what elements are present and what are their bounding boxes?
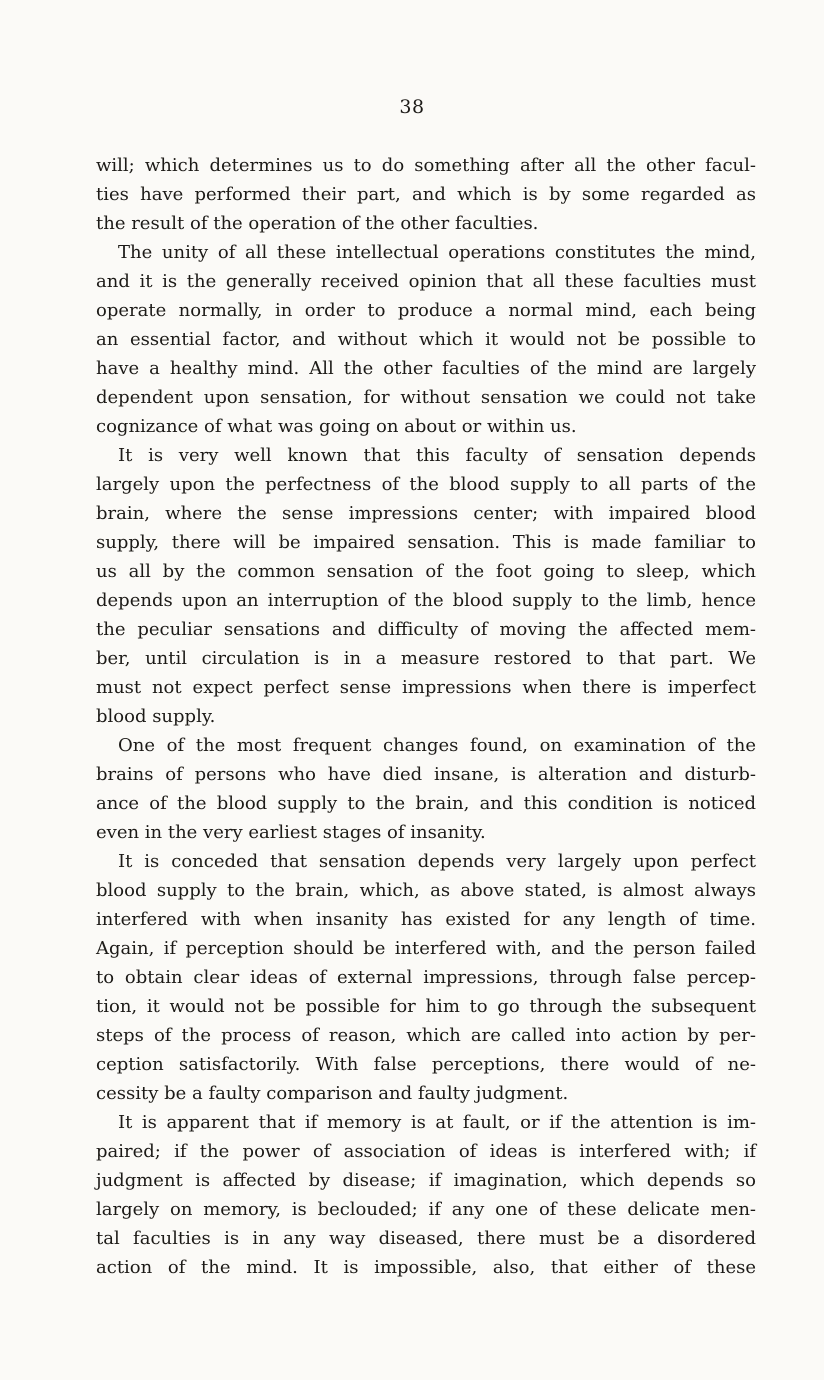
text-line: paired; if the power of association of ideas is interfered with; if: [96, 1141, 756, 1162]
text-line: largely on memory, is beclouded; if any one of these delicate men-: [96, 1199, 756, 1220]
paragraph: [96, 151, 756, 238]
text-line: The unity of all these intellectual operations constitutes the mind,: [118, 242, 756, 263]
text-line: judgment is affected by disease; if imagination, which depends so: [96, 1170, 756, 1191]
text-line: operate normally, in order to produce a normal mind, each being: [96, 300, 756, 321]
text-line: tal faculties is in any way diseased, there must be a disordered: [96, 1228, 756, 1249]
paragraph: [96, 1108, 756, 1282]
text-line: tion, it would not be possible for him to go through the subsequent: [96, 996, 756, 1017]
text-line: ties have performed their part, and which is by some regarded as: [96, 184, 756, 205]
text-line: depends upon an interruption of the blood supply to the limb, hence: [96, 590, 756, 611]
paragraph: [96, 847, 756, 1108]
text-line: Again, if perception should be interfered with, and the person failed: [96, 938, 756, 959]
text-line: interfered with when insanity has existed for any length of time.: [96, 909, 756, 930]
text-line: brain, where the sense impressions center; with impaired blood: [96, 503, 756, 524]
text-line: largely upon the perfectness of the blood supply to all parts of the: [96, 474, 756, 495]
text-line: and it is the generally received opinion that all these faculties must: [96, 271, 756, 292]
text-line: blood supply.: [96, 706, 216, 727]
text-line: the peculiar sensations and difficulty of moving the affected mem-: [96, 619, 756, 640]
text-line: will; which determines us to do something after all the other facul-: [96, 155, 756, 176]
text-line: dependent upon sensation, for without sensation we could not take: [96, 387, 756, 408]
text-line: an essential factor, and without which it would not be possible to: [96, 329, 756, 350]
text-line: It is very well known that this faculty of sensation depends: [118, 445, 756, 466]
paragraph: [96, 441, 756, 731]
text-line: have a healthy mind. All the other faculties of the mind are largely: [96, 358, 756, 379]
page-number: 38: [399, 96, 425, 118]
text-line: us all by the common sensation of the foot going to sleep, which: [96, 561, 756, 582]
text-line: action of the mind. It is impossible, also, that either of these: [96, 1257, 756, 1278]
text-line: ber, until circulation is in a measure restored to that part. We: [96, 648, 756, 669]
text-line: even in the very earliest stages of insanity.: [96, 822, 486, 843]
paragraph: [96, 731, 756, 847]
text-line: to obtain clear ideas of external impressions, through false percep-: [96, 967, 756, 988]
text-line: the result of the operation of the other faculties.: [96, 213, 539, 234]
text-line: One of the most frequent changes found, on examination of the: [118, 735, 756, 756]
text-line: cessity be a faulty comparison and faulty judgment.: [96, 1083, 569, 1104]
text-line: steps of the process of reason, which are called into action by per-: [96, 1025, 756, 1046]
text-line: It is apparent that if memory is at fault, or if the attention is im-: [118, 1112, 756, 1133]
text-line: supply, there will be impaired sensation. This is made familiar to: [96, 532, 756, 553]
text-line: ance of the blood supply to the brain, and this condition is noticed: [96, 793, 756, 814]
text-line: must not expect perfect sense impressions when there is imperfect: [96, 677, 756, 698]
text-line: blood supply to the brain, which, as above stated, is almost always: [96, 880, 756, 901]
text-line: cognizance of what was going on about or within us.: [96, 416, 577, 437]
text-line: ception satisfactorily. With false perceptions, there would of ne-: [96, 1054, 756, 1075]
paragraph: [96, 238, 756, 441]
body-text: [96, 151, 756, 1282]
text-line: brains of persons who have died insane, is alteration and disturb-: [96, 764, 756, 785]
text-line: It is conceded that sensation depends very largely upon perfect: [118, 851, 756, 872]
